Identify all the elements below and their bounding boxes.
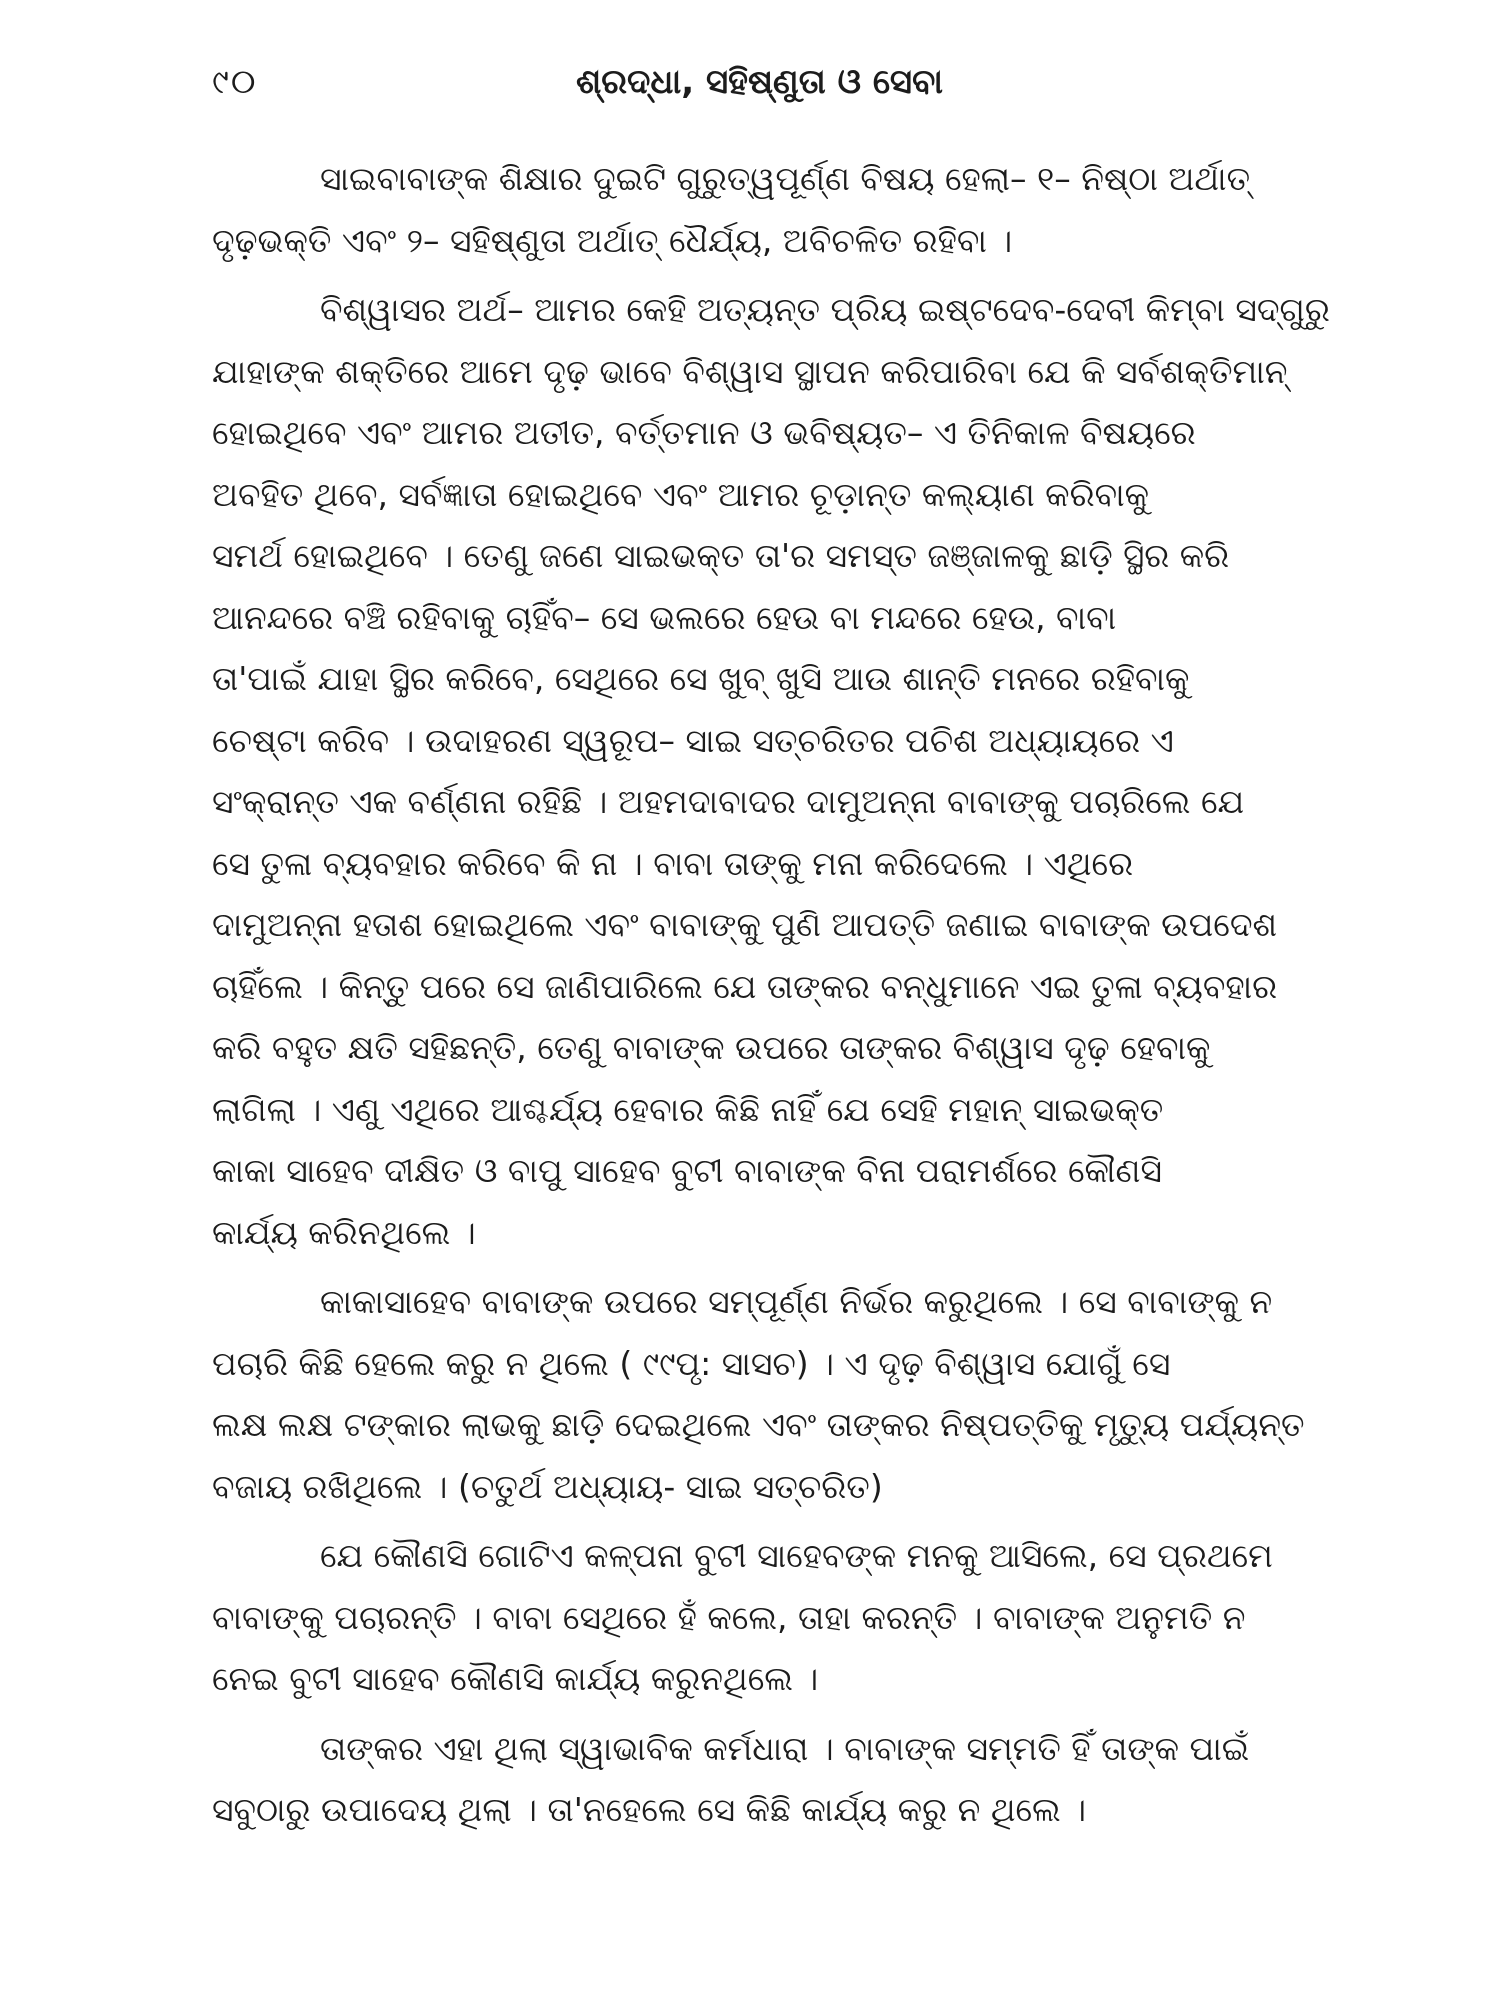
text-line: ତା'ପାଇଁ ଯାହା ସ୍ଥିର କରିବେ, ସେଥିରେ ସେ ଖୁବ୍ ଖୁସି ଆଉ ଶାନ୍ତି ମନରେ ରହିବାକୁ (212, 659, 1190, 698)
text-line: ଦୃଢ଼ଭକ୍ତି ଏବଂ ୨– ସହିଷ୍ଣୁତା ଅର୍ଥାତ୍ ଧୈର୍ଯ୍ୟ, ଅବିଚଳିତ ରହିବା । (212, 220, 1013, 260)
text-line: କାକାସାହେବ ବାବାଙ୍କ ଉପରେ ସମ୍ପୂର୍ଣ୍ଣ ନିର୍ଭର କରୁଥିଲେ । ସେ ବାବାଙ୍କୁ ନ (320, 1282, 1273, 1321)
text-line: ଯାହାଙ୍କ ଶକ୍ତିରେ ଆମେ ଦୃଢ଼ ଭାବେ ବିଶ୍ୱାସ ସ୍ଥାପନ କରିପାରିବା ଯେ କି ସର୍ବଶକ୍ତିମାନ୍ (212, 351, 1288, 391)
text-line: ବିଶ୍ୱାସର ଅର୍ଥ– ଆମର କେହି ଅତ୍ୟନ୍ତ ପ୍ରିୟ ଇଷ୍ଟଦେବ-ଦେବୀ କିମ୍ବା ସଦ୍ଗୁରୁ (320, 290, 1330, 329)
text-line: ସେ ତୁଳା ବ୍ୟବହାର କରିବେ କି ନା । ବାବା ତାଙ୍କୁ ମନା କରିଦେଲେ । ଏଥିରେ (212, 843, 1134, 883)
text-line: ନେଇ ବୁଟୀ ସାହେବ କୌଣସି କାର୍ଯ୍ୟ କରୁନଥିଲେ । (212, 1659, 819, 1698)
text-line: ଅବହିତ ଥିବେ, ସର୍ବଜ୍ଞାତା ହୋଇଥିବେ ଏବଂ ଆମର ଚୂଡ଼ାନ୍ତ କଲ୍ୟାଣ କରିବାକୁ (212, 474, 1149, 514)
running-title: ଶ୍ରଦ୍ଧା, ସହିଷ୍ଣୁତା ଓ ସେବା (575, 62, 944, 102)
page-number: ୯୦ (212, 62, 258, 102)
paragraph-1 (212, 148, 1307, 271)
text-line: ସମର୍ଥ ହୋଇଥିବେ । ତେଣୁ ଜଣେ ସାଇଭକ୍ତ ତା'ର ସମସ୍ତ ଜଞ୍ଜାଳକୁ ଛାଡ଼ି ସ୍ଥିର କରି (212, 536, 1230, 575)
text-line: ତାଙ୍କର ଏହା ଥିଲା ସ୍ୱାଭାବିକ କର୍ମଧାରା । ବାବାଙ୍କ ସମ୍ମତି ହିଁ ତାଙ୍କ ପାଇଁ (320, 1728, 1250, 1768)
text-line: ଦାମୁଅନ୍ନା ହତାଶ ହୋଇଥିଲେ ଏବଂ ବାବାଙ୍କୁ ପୁଣି ଆପତ୍ତି ଜଣାଇ ବାବାଙ୍କ ଉପଦେଶ (212, 905, 1278, 944)
text-line: କରି ବହୁତ କ୍ଷତି ସହିଛନ୍ତି, ତେଣୁ ବାବାଙ୍କ ଉପରେ ତାଙ୍କର ବିଶ୍ୱାସ ଦୃଢ଼ ହେବାକୁ (212, 1028, 1211, 1067)
text-line: ଯେ କୌଣସି ଗୋଟିଏ କଳ୍ପନା ବୁଟୀ ସାହେବଙ୍କ ମନକୁ ଆସିଲେ, ସେ ପ୍ରଥମେ (320, 1536, 1273, 1575)
text-line: ବଜାୟ ରଖିଥିଲେ । (ଚତୁର୍ଥ ଅଧ୍ୟାୟ- ସାଇ ସତ୍‌ଚରିତ) (212, 1466, 883, 1506)
text-line: ଚାହିଁଲେ । କିନ୍ତୁ ପରେ ସେ ଜାଣିପାରିଲେ ଯେ ତାଙ୍କର ବନ୍ଧୁମାନେ ଏଇ ତୁଳା ବ୍ୟବହାର (212, 966, 1278, 1006)
text-line: ଆନନ୍ଦରେ ବଞ୍ଚି ରହିବାକୁ ଚାହିଁବ– ସେ ଭଲରେ ହେଉ ବା ମନ୍ଦରେ ହେଉ, ବାବା (212, 597, 1117, 637)
text-line: କାର୍ଯ୍ୟ କରିନଥିଲେ । (212, 1212, 476, 1252)
body-text (212, 148, 1330, 1849)
paragraph-2 (212, 279, 1330, 1263)
text-line: ସଂକ୍ରାନ୍ତ ଏକ ବର୍ଣ୍ଣନା ରହିଛି । ଅହମଦାବାଦର ଦାମୁଅନ୍ନା ବାବାଙ୍କୁ ପଚାରିଲେ ଯେ (212, 782, 1245, 821)
text-line: ଚେଷ୍ଟା କରିବ । ଉଦାହରଣ ସ୍ୱରୂପ– ସାଇ ସତ୍‌ଚରିତର ପଚିଶ ଅଧ୍ୟାୟରେ ଏ (212, 720, 1174, 760)
text-line: ବାବାଙ୍କୁ ପଚାରନ୍ତି । ବାବା ସେଥିରେ ହଁ କଲେ, ତାହା କରନ୍ତି । ବାବାଙ୍କ ଅନୁମତି ନ (212, 1597, 1246, 1637)
page-header (212, 52, 1307, 112)
text-line: ସବୁଠାରୁ ଉପାଦେୟ ଥିଲା । ତା'ନହେଲେ ସେ କିଛି କାର୍ଯ୍ୟ କରୁ ନ ଥିଲେ । (212, 1790, 1087, 1829)
text-line: ଲକ୍ଷ ଲକ୍ଷ ଟଙ୍କାର ଲାଭକୁ ଛାଡ଼ି ଦେଇଥିଲେ ଏବଂ ତାଙ୍କର ନିଷ୍ପତ୍ତିକୁ ମୃତ୍ୟୁ ପର୍ଯ୍ୟନ୍ତ (212, 1405, 1305, 1444)
paragraph-4 (212, 1525, 1307, 1710)
paragraph-3 (212, 1271, 1307, 1517)
text-line: ହୋଇଥିବେ ଏବଂ ଆମର ଅତୀତ, ବର୍ତ୍ତମାନ ଓ ଭବିଷ୍ୟତ– ଏ ତିନିକାଳ ବିଷୟରେ (212, 413, 1196, 452)
text-line: ସାଇବାବାଙ୍କ ଶିକ୍ଷାର ଦୁଇଟି ଗୁରୁତ୍ୱପୂର୍ଣ୍ଣ ବିଷୟ ହେଲା– ୧– ନିଷ୍ଠା ଅର୍ଥାତ୍ (320, 159, 1251, 198)
text-line: ଲାଗିଲା । ଏଣୁ ଏଥିରେ ଆଶ୍ଚର୍ଯ୍ୟ ହେବାର କିଛି ନାହିଁ ଯେ ସେହି ମହାନ୍ ସାଇଭକ୍ତ (212, 1089, 1164, 1129)
text-line: କାକା ସାହେବ ଦୀକ୍ଷିତ ଓ ବାପୁ ସାହେବ ବୁଟୀ ବାବାଙ୍କ ବିନା ପରାମର୍ଶରେ କୌଣସି (212, 1151, 1162, 1190)
paragraph-5 (212, 1718, 1307, 1841)
text-line: ପଚାରି କିଛି ହେଲେ କରୁ ନ ଥିଲେ ( ୯୯ପୃ: ସାସଚ) । ଏ ଦୃଢ଼ ବିଶ୍ୱାସ ଯୋଗୁଁ ସେ (212, 1343, 1171, 1383)
